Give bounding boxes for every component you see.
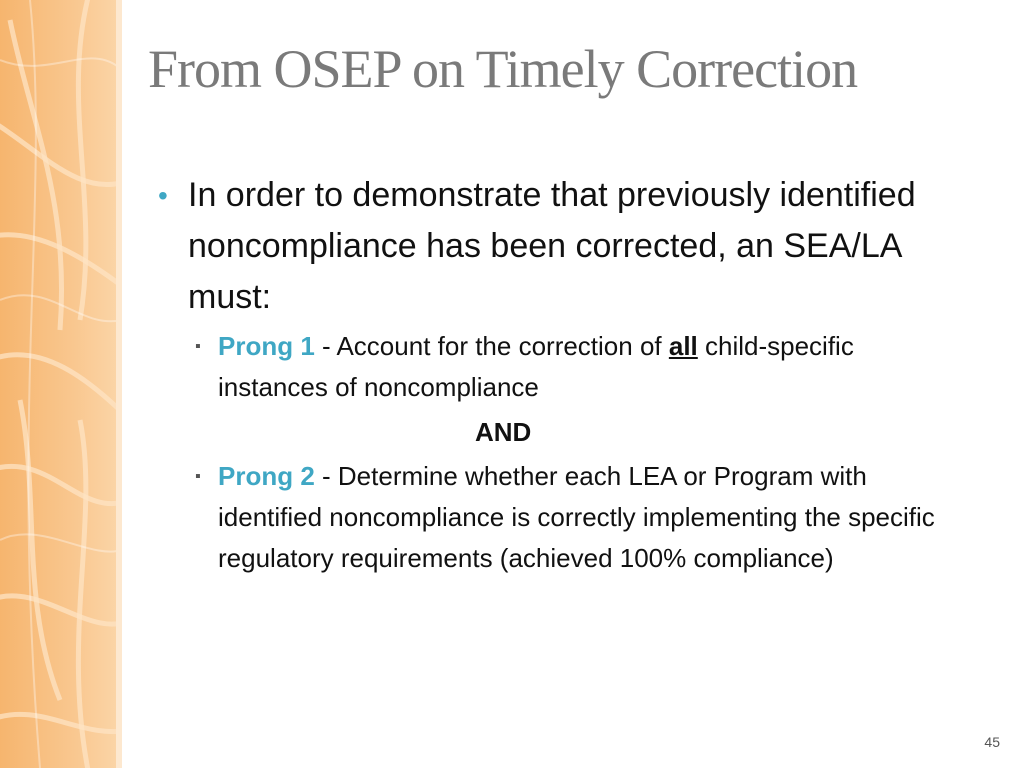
main-bullet [158, 170, 938, 323]
bullet-dot-icon: • [158, 180, 168, 211]
prong-2-label: Prong 2 [218, 461, 315, 491]
prong-2-item [158, 456, 938, 579]
square-bullet-icon: ▪ [195, 338, 201, 355]
prong-1-emphasis: all [668, 331, 698, 361]
and-connector: AND [475, 417, 532, 447]
page-number: 45 [984, 734, 1000, 750]
square-bullet-icon: ▪ [195, 468, 201, 485]
prong-1-label: Prong 1 [218, 331, 315, 361]
slide-body [158, 170, 938, 579]
prong-1-text-after: child-specific instances of noncompliance [218, 331, 854, 402]
slide-title: From OSEP on Timely Correction [148, 39, 858, 99]
main-bullet-text: In order to demonstrate that previously identified noncompliance has been corrected, an SEA/LA must: [188, 176, 916, 316]
prong-1-text-before: - Account for the correction of [314, 331, 669, 361]
prong-2-text: - Determine whether each LEA or Program with identified noncompliance is correctly implementing the specific regulatory requirements (achieved 100% compliance) [218, 461, 935, 573]
prong-1-item [158, 326, 938, 408]
decorative-side-band [0, 0, 122, 768]
side-band-graphic [0, 0, 122, 768]
